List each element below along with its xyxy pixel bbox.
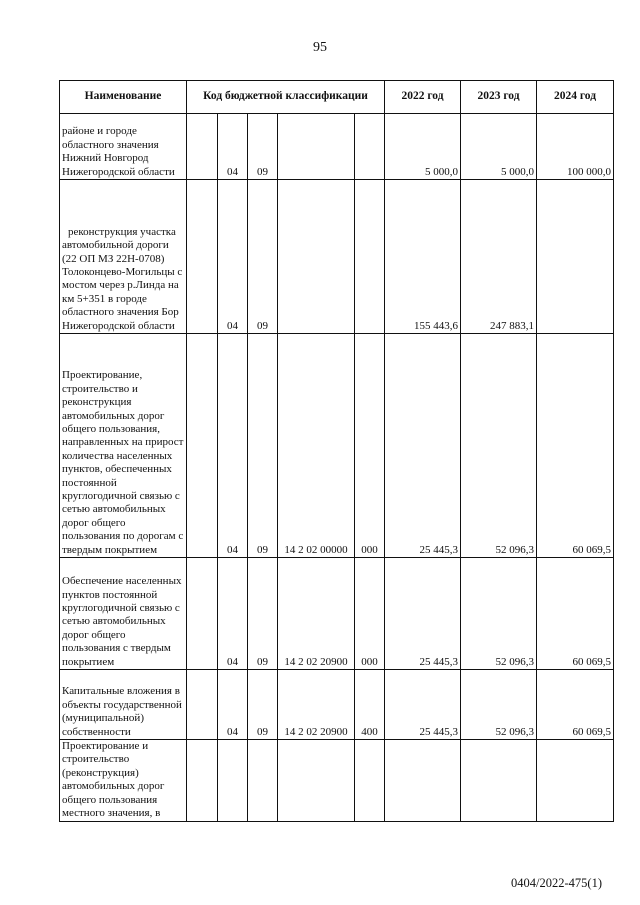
code-empty-cell (187, 558, 218, 670)
header-name: Наименование (60, 81, 187, 114)
value-2023 (461, 740, 537, 822)
row-name: реконструкция участка автомобильной дороги (22 ОП МЗ 22Н-0708) Толоконцево-Могильцы с мостом через р.Линда на км 5+351 в городе областного значения Бор Нижегородской области (60, 180, 187, 334)
header-code: Код бюджетной классификации (187, 81, 385, 114)
code-target: 14 2 02 00000 (278, 334, 355, 558)
code-section: 04 (218, 334, 248, 558)
value-2022: 25 445,3 (385, 558, 461, 670)
code-subsection: 09 (248, 670, 278, 740)
row-name: районе и городе областного значения Нижний Новгород Нижегородской области (60, 114, 187, 180)
code-section: 04 (218, 670, 248, 740)
code-target: 14 2 02 20900 (278, 670, 355, 740)
header-2022: 2022 год (385, 81, 461, 114)
page-number: 95 (313, 40, 327, 55)
value-2022: 5 000,0 (385, 114, 461, 180)
code-section: 04 (218, 180, 248, 334)
code-expense-type (355, 114, 385, 180)
code-section: 04 (218, 558, 248, 670)
value-2022 (385, 740, 461, 822)
value-2023: 52 096,3 (461, 670, 537, 740)
table-row (60, 740, 614, 822)
table-row (60, 334, 614, 558)
table-row (60, 114, 614, 180)
header-2024: 2024 год (537, 81, 614, 114)
code-subsection: 09 (248, 114, 278, 180)
value-2024: 60 069,5 (537, 558, 614, 670)
code-subsection: 09 (248, 334, 278, 558)
code-empty-cell (187, 114, 218, 180)
code-subsection: 09 (248, 180, 278, 334)
table-row (60, 670, 614, 740)
code-section (218, 740, 248, 822)
row-name: Обеспечение населенных пунктов постоянной круглогодичной связью с сетью автомобильных дорог общего пользования с твердым покрытием (60, 558, 187, 670)
value-2023: 52 096,3 (461, 558, 537, 670)
value-2023: 52 096,3 (461, 334, 537, 558)
value-2022: 25 445,3 (385, 670, 461, 740)
value-2023: 5 000,0 (461, 114, 537, 180)
code-empty-cell (187, 180, 218, 334)
code-empty-cell (187, 334, 218, 558)
value-2024: 60 069,5 (537, 670, 614, 740)
code-empty-cell (187, 670, 218, 740)
table-header-row (60, 81, 614, 114)
code-empty-cell (187, 740, 218, 822)
value-2024 (537, 180, 614, 334)
document-number: 0404/2022-475(1) (511, 876, 602, 890)
budget-table (59, 80, 614, 822)
table-row (60, 558, 614, 670)
code-expense-type: 000 (355, 334, 385, 558)
header-2023: 2023 год (461, 81, 537, 114)
code-subsection: 09 (248, 558, 278, 670)
value-2024: 60 069,5 (537, 334, 614, 558)
code-target: 14 2 02 20900 (278, 558, 355, 670)
code-target (278, 180, 355, 334)
row-name: Проектирование и строительство (реконструкция) автомобильных дорог общего пользования местного значения, в (60, 740, 187, 822)
value-2022: 155 443,6 (385, 180, 461, 334)
code-expense-type (355, 740, 385, 822)
value-2022: 25 445,3 (385, 334, 461, 558)
table-row (60, 180, 614, 334)
row-name: Проектирование, строительство и реконструкция автомобильных дорог общего пользования, направленных на прирост количества населенных пунктов, обеспеченных постоянной круглогодичной связью с сетью автомобильных дорог общего пользования по дорогам с твердым покрытием (60, 334, 187, 558)
value-2024: 100 000,0 (537, 114, 614, 180)
value-2023: 247 883,1 (461, 180, 537, 334)
row-name: Капитальные вложения в объекты государственной (муниципальной) собственности (60, 670, 187, 740)
value-2024 (537, 740, 614, 822)
code-section: 04 (218, 114, 248, 180)
code-expense-type: 400 (355, 670, 385, 740)
code-target (278, 740, 355, 822)
code-expense-type: 000 (355, 558, 385, 670)
code-target (278, 114, 355, 180)
code-expense-type (355, 180, 385, 334)
code-subsection (248, 740, 278, 822)
